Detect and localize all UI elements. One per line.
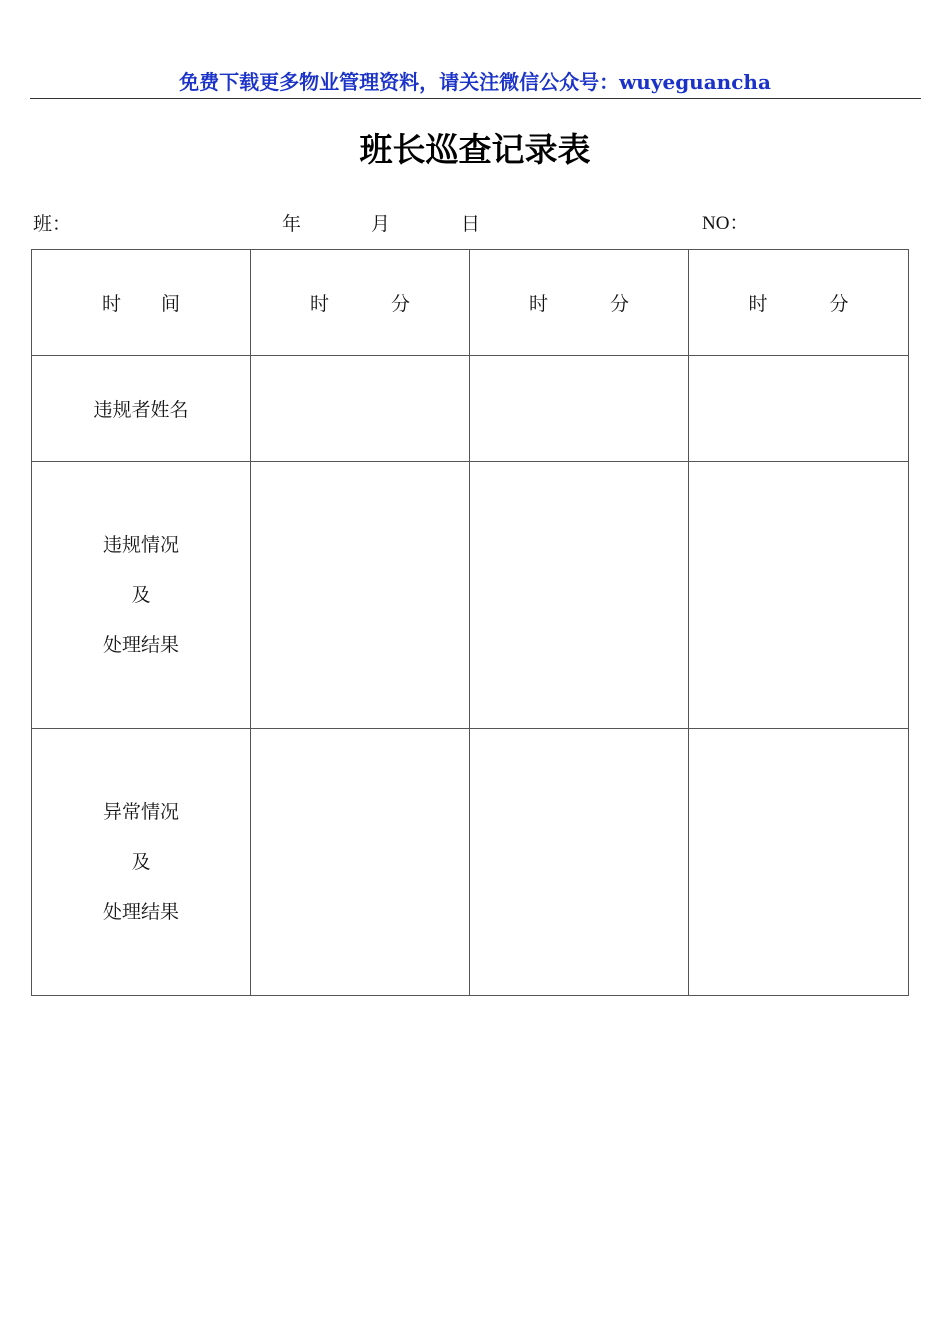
minute-label: 分 [610,293,630,315]
shift-label: 班： [33,213,72,235]
minute-label: 分 [391,293,411,315]
patrol-record-table [31,249,909,996]
header-divider [30,98,921,99]
time-header-part2: 间 [161,293,181,315]
abnormal-label-line3: 处理结果 [102,901,179,923]
abnormal-cell-3[interactable] [689,729,909,996]
table-row-violation [32,462,909,729]
hour-label: 时 [309,293,329,315]
violation-label-line1: 违规情况 [102,534,179,556]
violation-cell-3[interactable] [689,462,909,729]
minute-label: 分 [829,293,849,315]
table-row-time [32,250,909,356]
table-row-violator [32,356,909,462]
abnormal-cell-2[interactable] [470,729,689,996]
download-banner: 免费下载更多物业管理资料，请关注微信公众号：wuyeguancha [179,70,771,94]
month-label: 月 [371,213,391,235]
table-row-abnormal [32,729,909,996]
violation-cell-1[interactable] [251,462,470,729]
violation-cell-2[interactable] [470,462,689,729]
year-label: 年 [282,213,302,235]
page-title: 班长巡查记录表 [359,130,591,169]
violation-label-line2: 及 [131,584,151,606]
violator-name-cell-1[interactable] [251,356,470,462]
hour-label: 时 [748,293,768,315]
time-header-part1: 时 [101,293,121,315]
record-number-label: NO： [702,213,749,234]
abnormal-cell-1[interactable] [251,729,470,996]
time-header-cell [32,250,251,356]
abnormal-label-line2: 及 [131,851,151,873]
violation-label-cell [32,462,251,729]
violator-name-cell-3[interactable] [689,356,909,462]
abnormal-label-line1: 异常情况 [102,801,179,823]
violation-label-line3: 处理结果 [102,634,179,656]
violator-name-cell-2[interactable] [470,356,689,462]
day-label: 日 [461,213,481,235]
time-slot-1[interactable] [251,250,470,356]
time-slot-2[interactable] [470,250,689,356]
time-slot-3[interactable] [689,250,909,356]
violator-name-label: 违规者姓名 [32,356,251,462]
hour-label: 时 [528,293,548,315]
abnormal-label-cell [32,729,251,996]
